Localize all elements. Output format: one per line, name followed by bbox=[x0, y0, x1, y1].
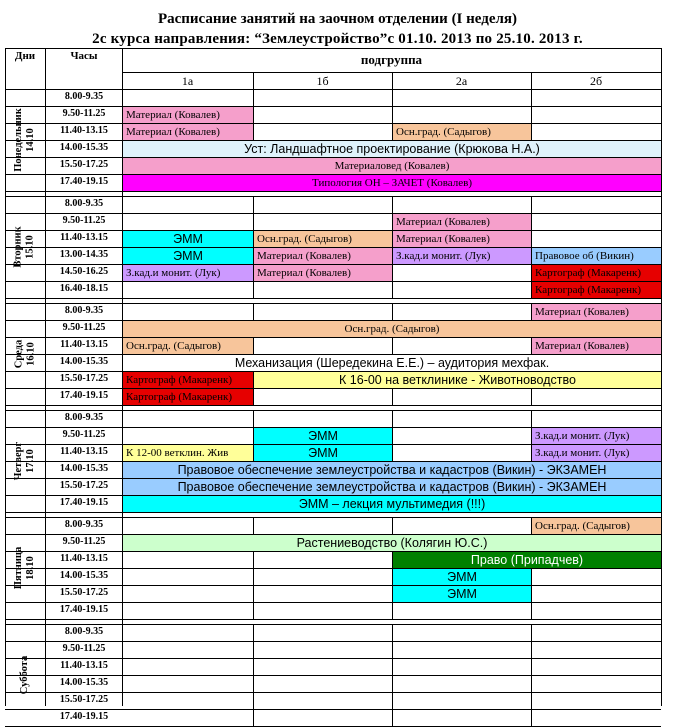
column-border bbox=[531, 675, 532, 692]
class-cell: К 12-00 ветклин. Жив bbox=[123, 445, 253, 461]
class-cell: З.кад.и монит. (Лук) bbox=[532, 445, 661, 461]
day-name: Пятница 18.10 bbox=[13, 546, 36, 590]
column-border bbox=[392, 89, 393, 106]
column-border bbox=[392, 303, 393, 320]
column-border bbox=[253, 517, 254, 534]
column-border bbox=[531, 568, 532, 585]
time-slot: 17.40-19.15 bbox=[59, 176, 109, 187]
time-slot: 15.50-17.25 bbox=[59, 587, 109, 598]
class-cell: Осн.град. (Садыгов) bbox=[393, 124, 531, 140]
day-gap-top bbox=[5, 512, 661, 513]
column-border bbox=[253, 585, 254, 602]
day-name: Понедельник 14.10 bbox=[13, 108, 36, 172]
column-border bbox=[392, 624, 393, 641]
schedule-table bbox=[5, 48, 661, 722]
class-cell: Механизация (Шередекина Е.Е.) – аудитория мехфак. bbox=[234, 356, 550, 370]
time-slot: 11.40-13.15 bbox=[60, 125, 108, 136]
class-cell: З.кад.и монит. (Лук) bbox=[123, 265, 253, 281]
column-border bbox=[392, 675, 393, 692]
column-border bbox=[253, 337, 254, 354]
time-slot: 15.50-17.25 bbox=[59, 694, 109, 705]
class-cell: Типология ОН – ЗАЧЕТ (Ковалев) bbox=[123, 175, 661, 191]
class-cell: З.кад.и монит. (Лук) bbox=[393, 248, 531, 264]
header-subgroup: подгруппа bbox=[360, 52, 423, 67]
subgroup-header-divider bbox=[531, 72, 532, 89]
time-slot: 8.00-9.35 bbox=[64, 626, 104, 637]
column-border bbox=[253, 281, 254, 298]
class-cell: Материал (Ковалев) bbox=[123, 107, 253, 123]
schedule-title: Расписание занятий на заочном отделении (I неделя) bbox=[157, 11, 518, 27]
column-border bbox=[253, 551, 254, 568]
time-slot: 11.40-13.15 bbox=[60, 232, 108, 243]
column-border bbox=[392, 641, 393, 658]
time-slot: 17.40-19.15 bbox=[59, 390, 109, 401]
column-border bbox=[253, 641, 254, 658]
column-border bbox=[392, 658, 393, 675]
column-border bbox=[392, 264, 393, 281]
class-cell: Правовое обеспечение землеустройства и кадастров (Викин) - ЭКЗАМЕН bbox=[123, 479, 661, 495]
class-cell: Материал (Ковалев) bbox=[532, 338, 661, 354]
time-slot: 9.50-11.25 bbox=[62, 429, 106, 440]
time-slot: 14.00-15.35 bbox=[59, 356, 109, 367]
time-slot: 9.50-11.25 bbox=[62, 643, 106, 654]
class-cell: Растениеводство (Колягин Ю.С.) bbox=[123, 535, 661, 551]
class-cell: ЭММ bbox=[254, 445, 392, 461]
time-slot: 14.00-15.35 bbox=[59, 142, 109, 153]
column-border bbox=[253, 675, 254, 692]
column-border bbox=[392, 281, 393, 298]
class-cell: Правовое об (Викин) bbox=[532, 248, 661, 264]
column-border bbox=[253, 692, 254, 709]
column-border bbox=[392, 388, 393, 405]
day-gap-top bbox=[5, 298, 661, 299]
header-days: Дни bbox=[14, 50, 36, 62]
class-cell: Материал (Ковалев) bbox=[393, 231, 531, 247]
time-slot: 14.50-16.25 bbox=[59, 266, 109, 277]
column-border bbox=[253, 213, 254, 230]
column-border bbox=[531, 388, 532, 405]
class-cell: Картограф (Макаренк) bbox=[532, 282, 661, 298]
column-border bbox=[392, 444, 393, 461]
time-slot: 15.50-17.25 bbox=[59, 373, 109, 384]
time-slot: 11.40-13.15 bbox=[60, 446, 108, 457]
class-cell: Картограф (Макаренк) bbox=[123, 372, 253, 388]
subgroup-header-divider bbox=[392, 72, 393, 89]
class-cell: Право (Припадчев) bbox=[393, 552, 661, 568]
time-slot: 17.40-19.15 bbox=[59, 497, 109, 508]
time-slot: 14.00-15.35 bbox=[59, 570, 109, 581]
time-slot: 17.40-19.15 bbox=[59, 604, 109, 615]
column-border bbox=[253, 658, 254, 675]
class-cell: Материаловед (Ковалев) bbox=[123, 158, 661, 174]
class-cell: ЭММ bbox=[393, 586, 531, 602]
time-slot: 14.00-15.35 bbox=[59, 463, 109, 474]
time-slot: 15.50-17.25 bbox=[59, 159, 109, 170]
class-cell: Осн.град. (Садыгов) bbox=[123, 338, 253, 354]
class-cell: ЭММ bbox=[123, 231, 253, 247]
class-cell: Осн.град. (Садыгов) bbox=[254, 231, 392, 247]
column-border bbox=[253, 196, 254, 213]
column-border bbox=[253, 568, 254, 585]
class-cell: Материал (Ковалев) bbox=[254, 265, 392, 281]
class-cell: К 16-00 на ветклинике - Животноводство bbox=[254, 372, 661, 388]
subgroup-1a: 1а bbox=[181, 74, 194, 88]
column-border bbox=[392, 196, 393, 213]
column-border bbox=[253, 89, 254, 106]
column-border bbox=[531, 213, 532, 230]
column-border bbox=[253, 106, 254, 123]
time-slot: 8.00-9.35 bbox=[64, 198, 104, 209]
class-cell: ЭММ – лекция мультимедия (!!!) bbox=[123, 496, 661, 512]
time-slot: 11.40-13.15 bbox=[60, 553, 108, 564]
time-slot: 8.00-9.35 bbox=[64, 305, 104, 316]
class-cell: Картограф (Макаренк) bbox=[123, 389, 253, 405]
time-slot: 9.50-11.25 bbox=[62, 108, 106, 119]
day-gap-top bbox=[5, 191, 661, 192]
class-cell: Осн.град. (Садыгов) bbox=[532, 518, 661, 534]
time-slot: 9.50-11.25 bbox=[62, 536, 106, 547]
column-border bbox=[253, 709, 254, 726]
time-slot: 11.40-13.15 bbox=[60, 339, 108, 350]
column-border bbox=[253, 388, 254, 405]
column-border bbox=[531, 89, 532, 106]
day-gap-top bbox=[5, 619, 661, 620]
class-cell: З.кад.и монит. (Лук) bbox=[532, 428, 661, 444]
class-cell: ЭММ bbox=[123, 248, 253, 264]
column-border bbox=[531, 658, 532, 675]
column-border bbox=[531, 123, 532, 140]
column-border bbox=[392, 337, 393, 354]
column-border bbox=[531, 641, 532, 658]
time-slot: 8.00-9.35 bbox=[64, 91, 104, 102]
column-border bbox=[531, 230, 532, 247]
column-border bbox=[392, 106, 393, 123]
column-border bbox=[253, 602, 254, 619]
column-border bbox=[531, 624, 532, 641]
time-slot: 13.00-14.35 bbox=[59, 249, 109, 260]
column-border bbox=[253, 624, 254, 641]
time-slot: 9.50-11.25 bbox=[62, 215, 106, 226]
time-slot: 15.50-17.25 bbox=[59, 480, 109, 491]
day-name: Среда 16.10 bbox=[12, 339, 36, 369]
subgroup-header-divider bbox=[253, 72, 254, 89]
subgroup-2a: 2а bbox=[455, 74, 468, 88]
column-border bbox=[253, 303, 254, 320]
column-border bbox=[392, 602, 393, 619]
class-cell: Материал (Ковалев) bbox=[254, 248, 392, 264]
class-cell: Осн.град. (Садыгов) bbox=[123, 321, 661, 337]
column-border bbox=[392, 709, 393, 726]
class-cell: Правовое обеспечение землеустройства и кадастров (Викин) - ЭКЗАМЕН bbox=[123, 462, 661, 478]
time-slot: 8.00-9.35 bbox=[64, 519, 104, 530]
column-border bbox=[531, 709, 532, 726]
column-border bbox=[531, 196, 532, 213]
column-border bbox=[531, 106, 532, 123]
time-slot: 17.40-19.15 bbox=[59, 711, 109, 722]
time-slot: 8.00-9.35 bbox=[64, 412, 104, 423]
column-border bbox=[392, 517, 393, 534]
column-border bbox=[392, 427, 393, 444]
time-slot: 14.00-15.35 bbox=[59, 677, 109, 688]
table-top-border bbox=[5, 48, 661, 49]
class-cell: Уст: Ландшафтное проектирование (Крюкова Н.А.) bbox=[123, 141, 661, 157]
class-cell: Материал (Ковалев) bbox=[123, 124, 253, 140]
schedule-subtitle: 2с курса направления: “Землеустройство”с 01.10. 2013 по 25.10. 2013 г. bbox=[92, 31, 583, 47]
class-cell: ЭММ bbox=[254, 428, 392, 444]
table-right-border bbox=[661, 48, 662, 706]
class-cell: Материал (Ковалев) bbox=[393, 214, 531, 230]
day-gap-top bbox=[5, 405, 661, 406]
class-cell: ЭММ bbox=[393, 569, 531, 585]
column-border bbox=[253, 410, 254, 427]
subgroup-1b: 1б bbox=[316, 74, 329, 88]
day-name: Четверг 17.10 bbox=[13, 441, 36, 481]
column-border bbox=[392, 692, 393, 709]
class-cell: Картограф (Макаренк) bbox=[532, 265, 661, 281]
time-slot: 16.40-18.15 bbox=[59, 283, 109, 294]
day-name: Суббота bbox=[18, 655, 30, 695]
column-border bbox=[531, 410, 532, 427]
subgroup-2b: 2б bbox=[589, 74, 603, 88]
header-hours: Часы bbox=[70, 50, 98, 62]
column-border bbox=[531, 585, 532, 602]
column-border bbox=[253, 123, 254, 140]
time-slot: 9.50-11.25 bbox=[62, 322, 106, 333]
column-border bbox=[392, 410, 393, 427]
time-slot: 11.40-13.15 bbox=[60, 660, 108, 671]
column-border bbox=[531, 692, 532, 709]
column-border bbox=[531, 602, 532, 619]
class-cell: Материал (Ковалев) bbox=[532, 304, 661, 320]
day-name: Вторник 15.10 bbox=[13, 226, 37, 268]
